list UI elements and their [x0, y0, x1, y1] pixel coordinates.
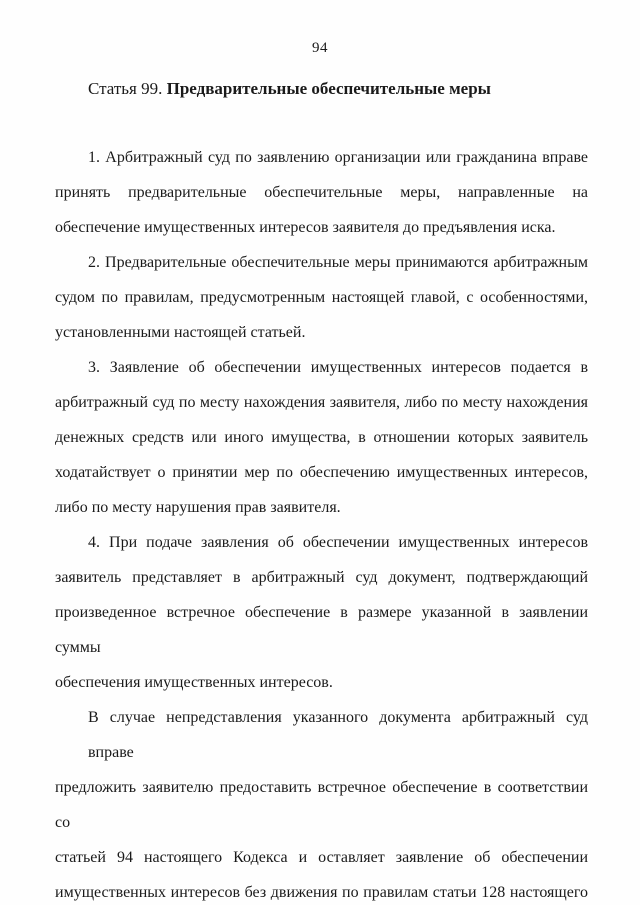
text-line: обеспечения имущественных интересов.	[55, 674, 333, 691]
text-line: 2. Предварительные обеспечительные меры принимаются арбитражным	[88, 254, 588, 271]
text-line: принять предварительные обеспечительные меры, направленные на	[55, 184, 588, 201]
text-line: произведенное встречное обеспечение в размере указанной в заявлении суммы	[55, 604, 588, 656]
text-line: предложить заявителю предоставить встречное обеспечение в соответствии со	[55, 779, 588, 831]
text-line: В случае непредставления указанного документа арбитражный суд вправе	[88, 709, 588, 761]
article-heading-title: Предварительные обеспечительные меры	[166, 79, 491, 98]
text-line: денежных средств или иного имущества, в отношении которых заявитель	[55, 429, 588, 446]
text-line: ходатайствует о принятии мер по обеспечению имущественных интересов,	[55, 464, 588, 481]
text-line: 3. Заявление об обеспечении имущественных интересов подается в	[88, 359, 588, 376]
text-line: 4. При подаче заявления об обеспечении имущественных интересов	[88, 534, 588, 551]
text-line: установленными настоящей статьей.	[55, 324, 306, 341]
text-line: арбитражный суд по месту нахождения заявителя, либо по месту нахождения	[55, 394, 588, 411]
text-line: 1. Арбитражный суд по заявлению организации или гражданина вправе	[88, 149, 588, 166]
text-line: обеспечение имущественных интересов заявителя до предъявления иска.	[55, 219, 556, 236]
text-line: либо по месту нарушения прав заявителя.	[55, 499, 341, 516]
article-body	[55, 140, 588, 905]
text-line: заявитель представляет в арбитражный суд документ, подтверждающий	[55, 569, 588, 586]
article-heading-prefix: Статья 99.	[88, 79, 167, 98]
article-heading	[88, 78, 588, 100]
page-number: 94	[312, 40, 328, 56]
text-line: имущественных интересов без движения по правилам статьи 128 настоящего	[55, 884, 588, 901]
text-line: судом по правилам, предусмотренным настоящей главой, с особенностями,	[55, 289, 588, 306]
text-line: статьей 94 настоящего Кодекса и оставляет заявление об обеспечении	[55, 849, 588, 866]
